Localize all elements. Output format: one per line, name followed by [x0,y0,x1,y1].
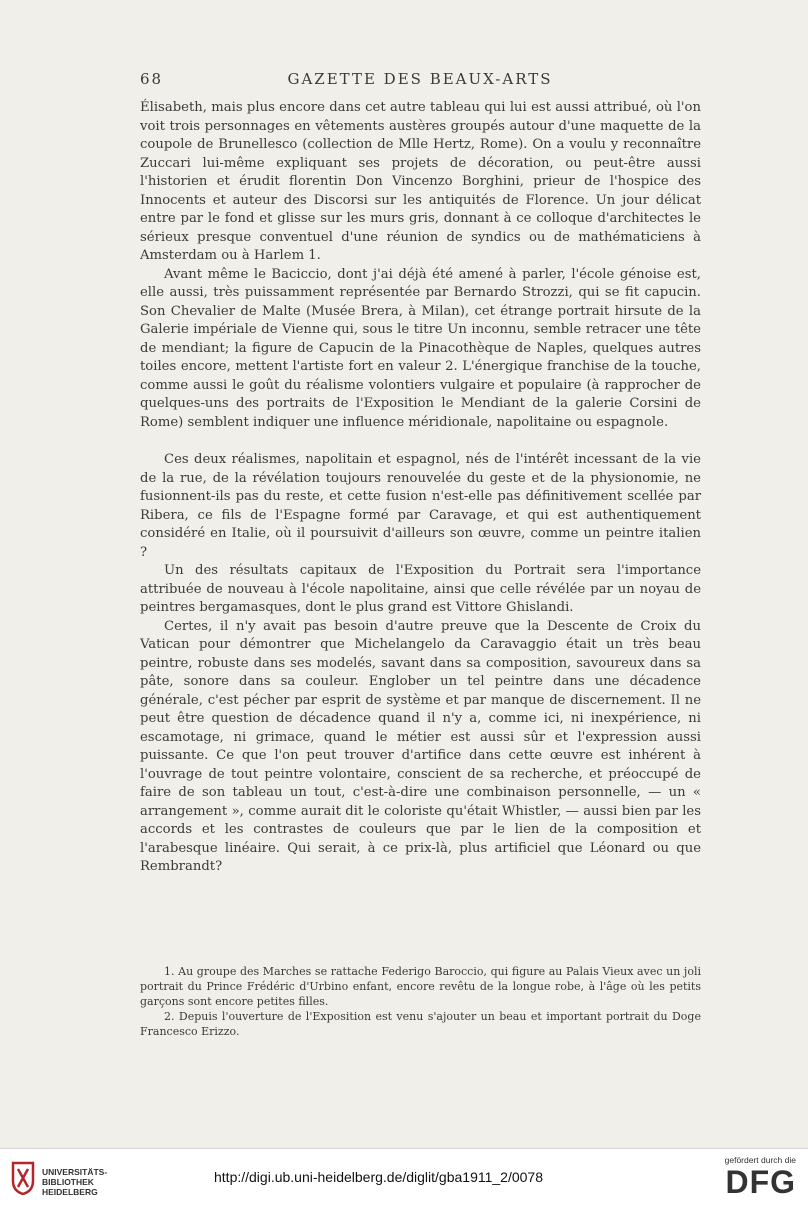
footnote: 2. Depuis l'ouverture de l'Exposition est venu s'ajouter un beau et important portrait du Doge Francesco Erizzo. [140,1010,701,1038]
journal-title: GAZETTE DES BEAUX-ARTS [287,70,553,88]
footnotes [140,964,701,1039]
paragraph: Certes, il n'y avait pas besoin d'autre preuve que la Descente de Croix du Vatican pour démontrer que Michelangelo da Caravaggio était un très beau peintre, robuste dans ses modelés, savant dans sa composition, savoureux dans sa pâte, sonore dans sa couleur. Englober un tel peintre dans une décadence générale, c'est pécher par esprit de système et par manque de discernement. Il ne peut être question de décadence quand il n'y a, comme ici, ni inexpérience, ni escamotage, ni grimace, quand le métier est aussi sûr et l'expression aussi puissante. Ce que l'on peut trouver d'artifice dans cette œuvre est inhérent à l'ouvrage de tout peintre volontaire, conscient de sa recherche, et préoccupé de faire de son tableau un tout, c'est-à-dire une combinaison personnelle, — un « arrangement », comme aurait dit le coloriste qu'était Whistler, — aussi bien par les accords et les contrastes de couleurs que par le lien de la composition et l'arabesque linéaire. Qui serait, à ce prix-là, plus artificiel que Léonard ou que Rembrandt? [140,618,701,874]
paragraph: Ces deux réalismes, napolitain et espagnol, nés de l'intérêt incessant de la vie de la rue, de la révélation toujours renouvelée du geste et de la physionomie, ne fusionnent-ils pas du reste, et cette fusion n'est-elle pas définitivement scellée par Ribera, ce fils de l'Espagne formé par Caravage, et qui est authentiquement considéré en Italie, où il poursuivit d'ailleurs son œuvre, comme un peintre italien ? [140,452,701,560]
library-logo[interactable] [6,1159,126,1199]
paragraph: Élisabeth, mais plus encore dans cet autre tableau qui lui est aussi attribué, où l'on voit trois personnages en vêtements austères groupés autour d'une maquette de la coupole de Brunellesco (collection de Mlle Hertz, Rome). On a voulu y reconnaître Zuccari lui-même expliquant ses projets de décoration, ou peut-être aussi l'historien et érudit florentin Don Vincenzo Borghini, prieur de l'hospice des Innocents et auteur des Discorsi sur les antiquités de Florence. Un jour délicat entre par le fond et glisse sur les murs gris, donnant à ce colloque d'architectes le sérieux presque conventuel d'une réunion de syndics ou de mathématiciens à Amsterdam ou à Harlem 1. [140,100,701,263]
page-number: 68 [140,70,164,88]
paragraph: Avant même le Baciccio, dont j'ai déjà été amené à parler, l'école génoise est, elle aussi, très puissamment représentée par Bernardo Strozzi, qui se fit capucin. Son Chevalier de Malte (Musée Brera, à Milan), cet étrange portrait hirsute de la Galerie impériale de Vienne qui, sous le titre Un inconnu, semble retracer une tête de mendiant; la figure de Capucin de la Pinacothèque de Naples, quelques autres toiles encore, mettent l'artiste fort en valeur 2. L'énergique franchise de la touche, comme aussi le goût du réalisme volontiers vulgaire et populaire (à rapprocher de quelques-uns des portraits de l'Exposition le Mendiant de la galerie Corsini de Rome) semblent indiquer une influence méridionale, napolitaine ou espagnole. [140,266,701,430]
funding-text: gefördert durch die [724,1155,796,1165]
dfg-logo[interactable] [708,1155,796,1199]
article-body [140,99,701,877]
footnote: 1. Au groupe des Marches se rattache Federigo Baroccio, qui figure au Palais Vieux avec un joli portrait du Prince Frédéric d'Urbino enfant, encore revêtu de la longue robe, à l'âge où les petits garçons sont encore petites filles. [140,965,701,1008]
dfg-wordmark: DFG [725,1164,796,1200]
permalink-url[interactable]: http://digi.ub.uni-heidelberg.de/diglit/gba1911_2/0078 [214,1169,543,1185]
viewer-footer [0,1148,808,1209]
paragraph: Un des résultats capitaux de l'Exposition du Portrait sera l'importance attribuée de nouveau à l'école napolitaine, ainsi que celle révélée par un noyau de peintres bergamasques, dont le plus grand est Vittore Ghislandi. [140,563,701,615]
library-shield-icon [10,1161,36,1195]
running-header [140,70,700,92]
library-name: UNIVERSITÄTS- BIBLIOTHEK HEIDELBERG [42,1167,108,1197]
